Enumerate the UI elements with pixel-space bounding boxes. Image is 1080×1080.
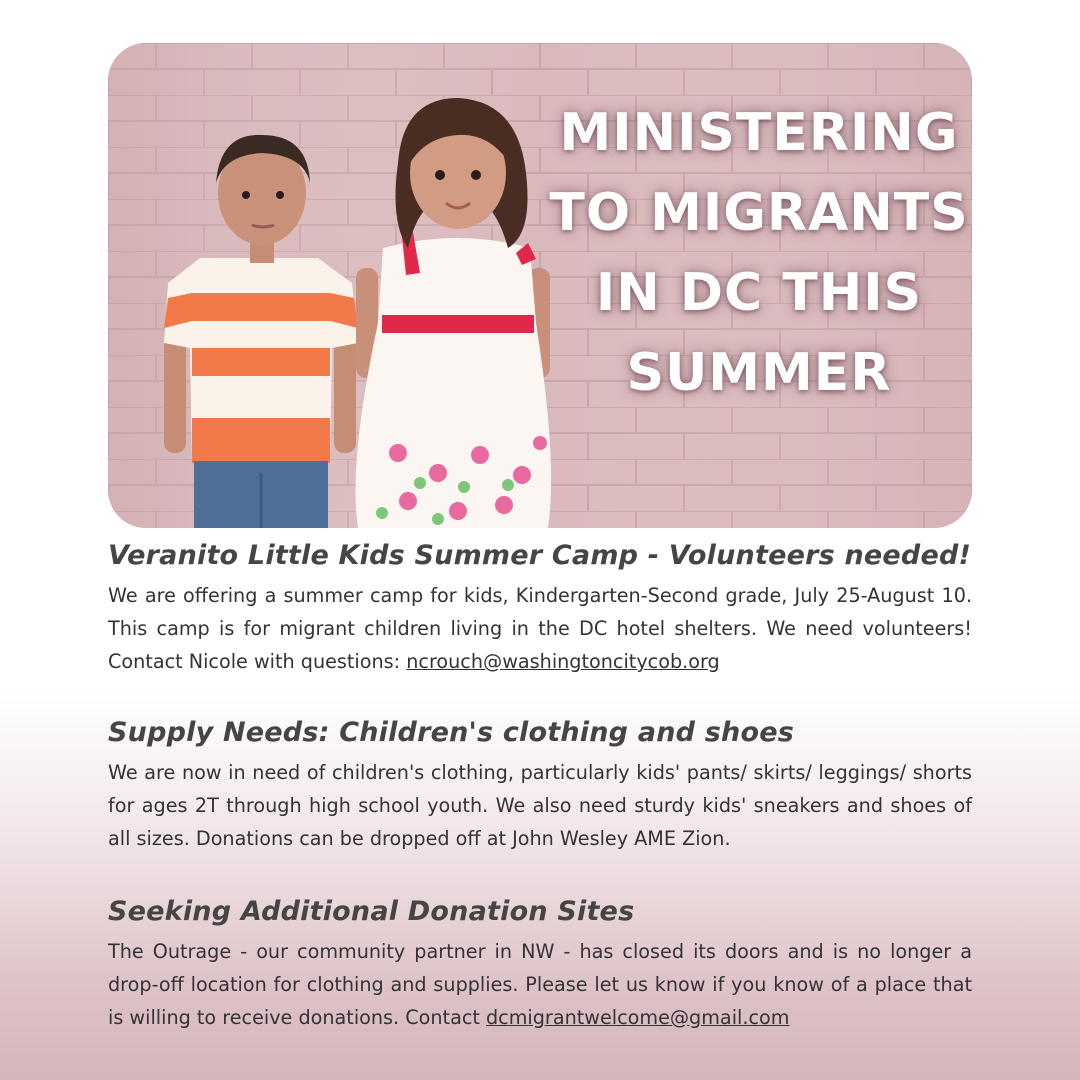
supply-needs-heading: Supply Needs: Children's clothing and shoes <box>108 717 794 748</box>
dcmigrantwelcome-email-link[interactable]: dcmigrantwelcome@gmail.com <box>486 1006 790 1029</box>
section-summer-camp <box>108 540 972 678</box>
section-donation-sites <box>108 896 972 1034</box>
hero-title: MINISTERING TO MIGRANTS IN DC THIS SUMMER <box>549 103 969 403</box>
donation-sites-heading: Seeking Additional Donation Sites <box>108 896 635 927</box>
section-supply-needs <box>108 717 972 855</box>
donation-sites-text <box>108 935 972 1034</box>
hero-image <box>108 43 972 528</box>
summer-camp-text <box>108 579 972 678</box>
ncrouch-email-link[interactable]: ncrouch@washingtoncitycob.org <box>406 650 720 673</box>
donation-sites-body: The Outrage - our community partner in NW - has closed its doors and is no longer a drop-off location for clothing and supplies. Please let us know if you know of a place that is willing to receive donations. Contact <box>108 940 972 1029</box>
summer-camp-body: We are offering a summer camp for kids, Kindergarten-Second grade, July 25-August 10. This camp is for migrant children living in the DC hotel shelters. We need volunteers! Contact Nicole with questions: <box>108 584 972 673</box>
supply-needs-body: We are now in need of children's clothing, particularly kids' pants/ skirts/ leggings/ shorts for ages 2T through high school youth. We also need sturdy kids' sneakers and shoes of all sizes. Donations can be dropped off at John Wesley AME Zion. <box>108 761 972 850</box>
summer-camp-heading: Veranito Little Kids Summer Camp - Volunteers needed! <box>108 540 972 571</box>
